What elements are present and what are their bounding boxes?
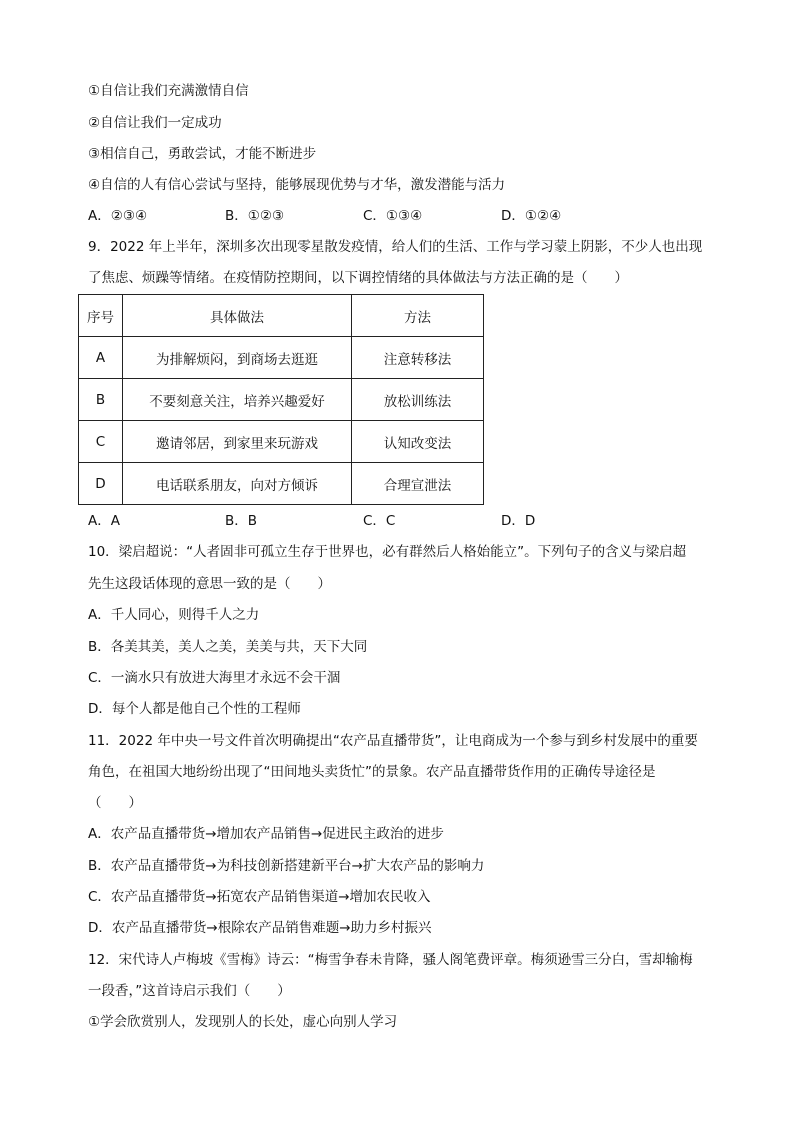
q11-stem-line3: （ ） — [88, 795, 142, 811]
q9-choice-b: B．B — [225, 513, 258, 529]
q8-choice-a: A．②③④ — [88, 208, 148, 224]
q8-choice-d: D．①②④ — [501, 208, 562, 224]
q11-option-b: B．农产品直播带货→为科技创新搭建新平台→扩大农产品的影响力 — [88, 858, 485, 874]
q9-choice-c: C．C — [363, 513, 396, 529]
table-header-row — [79, 295, 484, 337]
q11-stem-line1: 11．2022 年中央一号文件首次明确提出“农产品直播带货”，让电商成为一个参与到乡村发展中的重要 — [88, 733, 698, 749]
table-header-cell: 具体做法 — [123, 295, 352, 337]
q10-option-b: B．各美其美，美人之美，美美与共，天下大同 — [88, 639, 368, 655]
q8-option-2: ②自信让我们一定成功 — [88, 115, 222, 131]
q10-option-d: D．每个人都是他自己个性的工程师 — [88, 701, 301, 717]
q11-option-d: D．农产品直播带货→根除农产品销售难题→助力乡村振兴 — [88, 920, 432, 936]
table-row — [79, 337, 484, 379]
table-cell: 邀请邻居，到家里来玩游戏 — [123, 421, 352, 463]
table-cell: 不要刻意关注，培养兴趣爱好 — [123, 379, 352, 421]
q8-option-3: ③相信自己，勇敢尝试，才能不断进步 — [88, 146, 317, 162]
table-cell: 为排解烦闷，到商场去逛逛 — [123, 337, 352, 379]
q11-stem-line2: 角色，在祖国大地纷纷出现了“田间地头卖货忙”的景象。农产品直播带货作用的正确传导途径是 — [88, 764, 656, 780]
q10-stem-line1: 10．梁启超说：“人者固非可孤立生存于世界也，必有群然后人格始能立”。下列句子的含义与梁启超 — [88, 544, 687, 560]
table-cell: 电话联系朋友，向对方倾诉 — [123, 463, 352, 505]
table-row — [79, 421, 484, 463]
q9-choice-a: A．A — [88, 513, 120, 529]
table-cell: C — [79, 421, 123, 463]
q8-choice-b: B．①②③ — [225, 208, 285, 224]
table-header-cell: 方法 — [352, 295, 484, 337]
q12-stem-line2: 一段香，”这首诗启示我们（ ） — [88, 983, 291, 999]
table-row — [79, 463, 484, 505]
q12-stem-line1: 12．宋代诗人卢梅坡《雪梅》诗云：“梅雪争春未肯降，骚人阁笔费评章。梅须逊雪三分白，雪却输梅 — [88, 952, 693, 968]
table-cell: 放松训练法 — [352, 379, 484, 421]
q8-choice-c: C．①③④ — [363, 208, 423, 224]
table-cell: 合理宣泄法 — [352, 463, 484, 505]
table-cell: B — [79, 379, 123, 421]
q11-option-a: A．农产品直播带货→增加农产品销售→促进民主政治的进步 — [88, 826, 444, 842]
q11-option-c: C．农产品直播带货→拓宽农产品销售渠道→增加农民收入 — [88, 889, 431, 905]
q9-stem-line2: 了焦虑、烦躁等情绪。在疫情防控期间，以下调控情绪的具体做法与方法正确的是（ ） — [88, 270, 628, 286]
q9-stem-line1: 9．2022 年上半年，深圳多次出现零星散发疫情，给人们的生活、工作与学习蒙上阴影，不少人也出现 — [88, 239, 703, 255]
q9-choice-d: D．D — [501, 513, 536, 529]
table-cell: 认知改变法 — [352, 421, 484, 463]
q12-option-1: ①学会欣赏别人，发现别人的长处，虚心向别人学习 — [88, 1014, 398, 1030]
q8-option-4: ④自信的人有信心尝试与坚持，能够展现优势与才华，激发潜能与活力 — [88, 177, 506, 193]
q8-option-1: ①自信让我们充满激情自信 — [88, 83, 249, 99]
q10-stem-line2: 先生这段话体现的意思一致的是（ ） — [88, 576, 331, 592]
q10-option-a: A．千人同心，则得千人之力 — [88, 607, 260, 623]
q9-table — [78, 294, 484, 505]
table-header-cell: 序号 — [79, 295, 123, 337]
table-cell: 注意转移法 — [352, 337, 484, 379]
table-cell: D — [79, 463, 123, 505]
q10-option-c: C．一滴水只有放进大海里才永远不会干涸 — [88, 670, 341, 686]
table-cell: A — [79, 337, 123, 379]
table-row — [79, 379, 484, 421]
